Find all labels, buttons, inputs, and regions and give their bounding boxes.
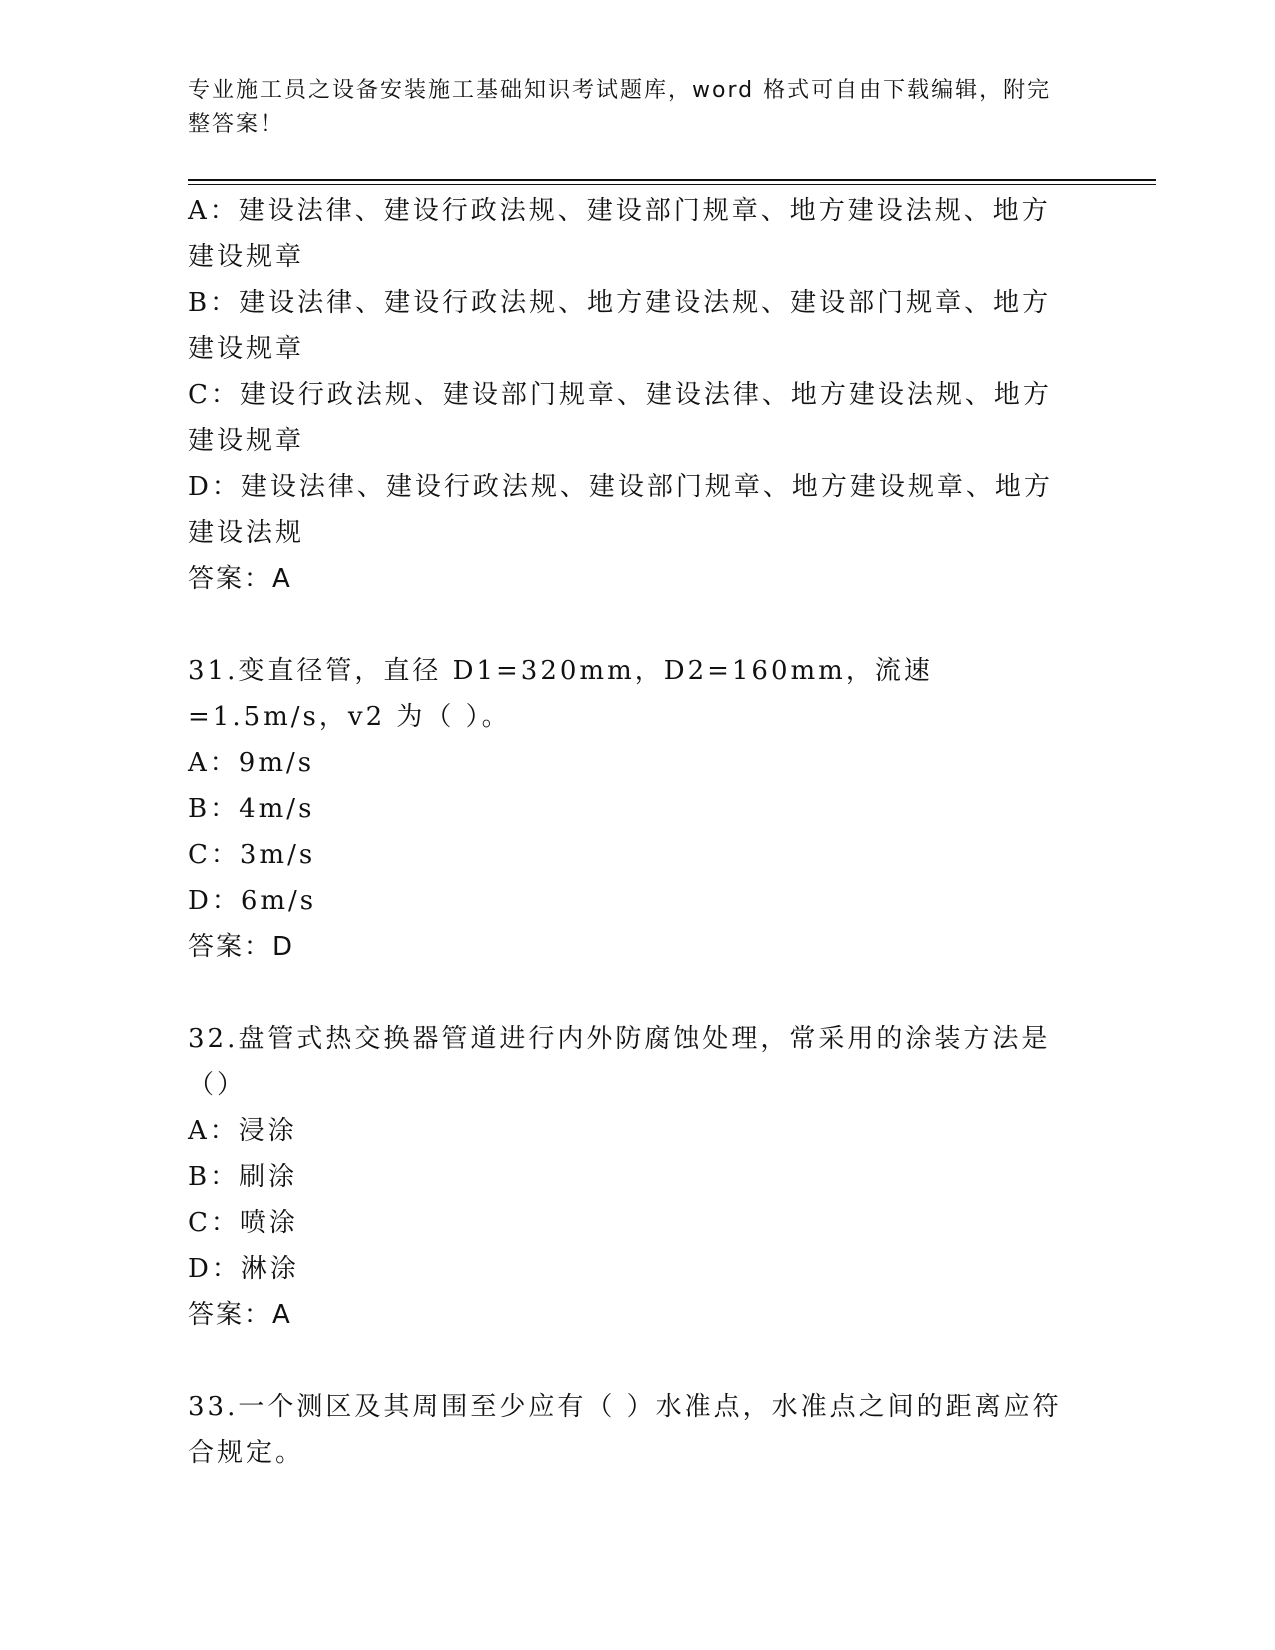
option-c: C：建设行政法规、建设部门规章、建设法律、地方建设法规、地方建设规章 bbox=[188, 380, 1052, 456]
header-divider-thin bbox=[188, 184, 1156, 185]
question-33 bbox=[188, 1384, 1088, 1476]
question-31 bbox=[188, 648, 1088, 970]
question-stem: 33.一个测区及其周围至少应有（ ）水准点，水准点之间的距离应符合规定。 bbox=[188, 1392, 1062, 1468]
option-c: C：喷涂 bbox=[188, 1208, 298, 1238]
spacer bbox=[188, 602, 1088, 648]
option-c: C：3m/s bbox=[188, 840, 316, 870]
question-stem: 31.变直径管，直径 D1=320mm，D2=160mm，流速=1.5m/s，v2 为（ ）。 bbox=[188, 656, 933, 732]
option-d: D：6m/s bbox=[188, 886, 317, 916]
option-b: B：建设法律、建设行政法规、地方建设法规、建设部门规章、地方建设规章 bbox=[188, 288, 1052, 364]
question-32 bbox=[188, 1016, 1088, 1338]
spacer bbox=[188, 1338, 1088, 1384]
question-stem: 32.盘管式热交换器管道进行内外防腐蚀处理，常采用的涂装方法是（） bbox=[188, 1024, 1051, 1100]
header-divider-thick bbox=[188, 179, 1156, 181]
answer: 答案：A bbox=[188, 1300, 292, 1330]
question-list bbox=[188, 188, 1088, 1476]
option-d: D：建设法律、建设行政法规、建设部门规章、地方建设规章、地方建设法规 bbox=[188, 472, 1053, 548]
answer: 答案：A bbox=[188, 564, 292, 594]
document-header: 专业施工员之设备安装施工基础知识考试题库，word 格式可自由下载编辑，附完整答案！ bbox=[188, 78, 1052, 137]
option-a: A：建设法律、建设行政法规、建设部门规章、地方建设法规、地方建设规章 bbox=[188, 196, 1051, 272]
option-a: A：浸涂 bbox=[188, 1116, 297, 1146]
option-a: A：9m/s bbox=[188, 748, 315, 778]
option-b: B：4m/s bbox=[188, 794, 315, 824]
question-30 bbox=[188, 188, 1088, 602]
answer: 答案：D bbox=[188, 932, 295, 962]
option-d: D：淋涂 bbox=[188, 1254, 299, 1284]
spacer bbox=[188, 970, 1088, 1016]
option-b: B：刷涂 bbox=[188, 1162, 298, 1192]
